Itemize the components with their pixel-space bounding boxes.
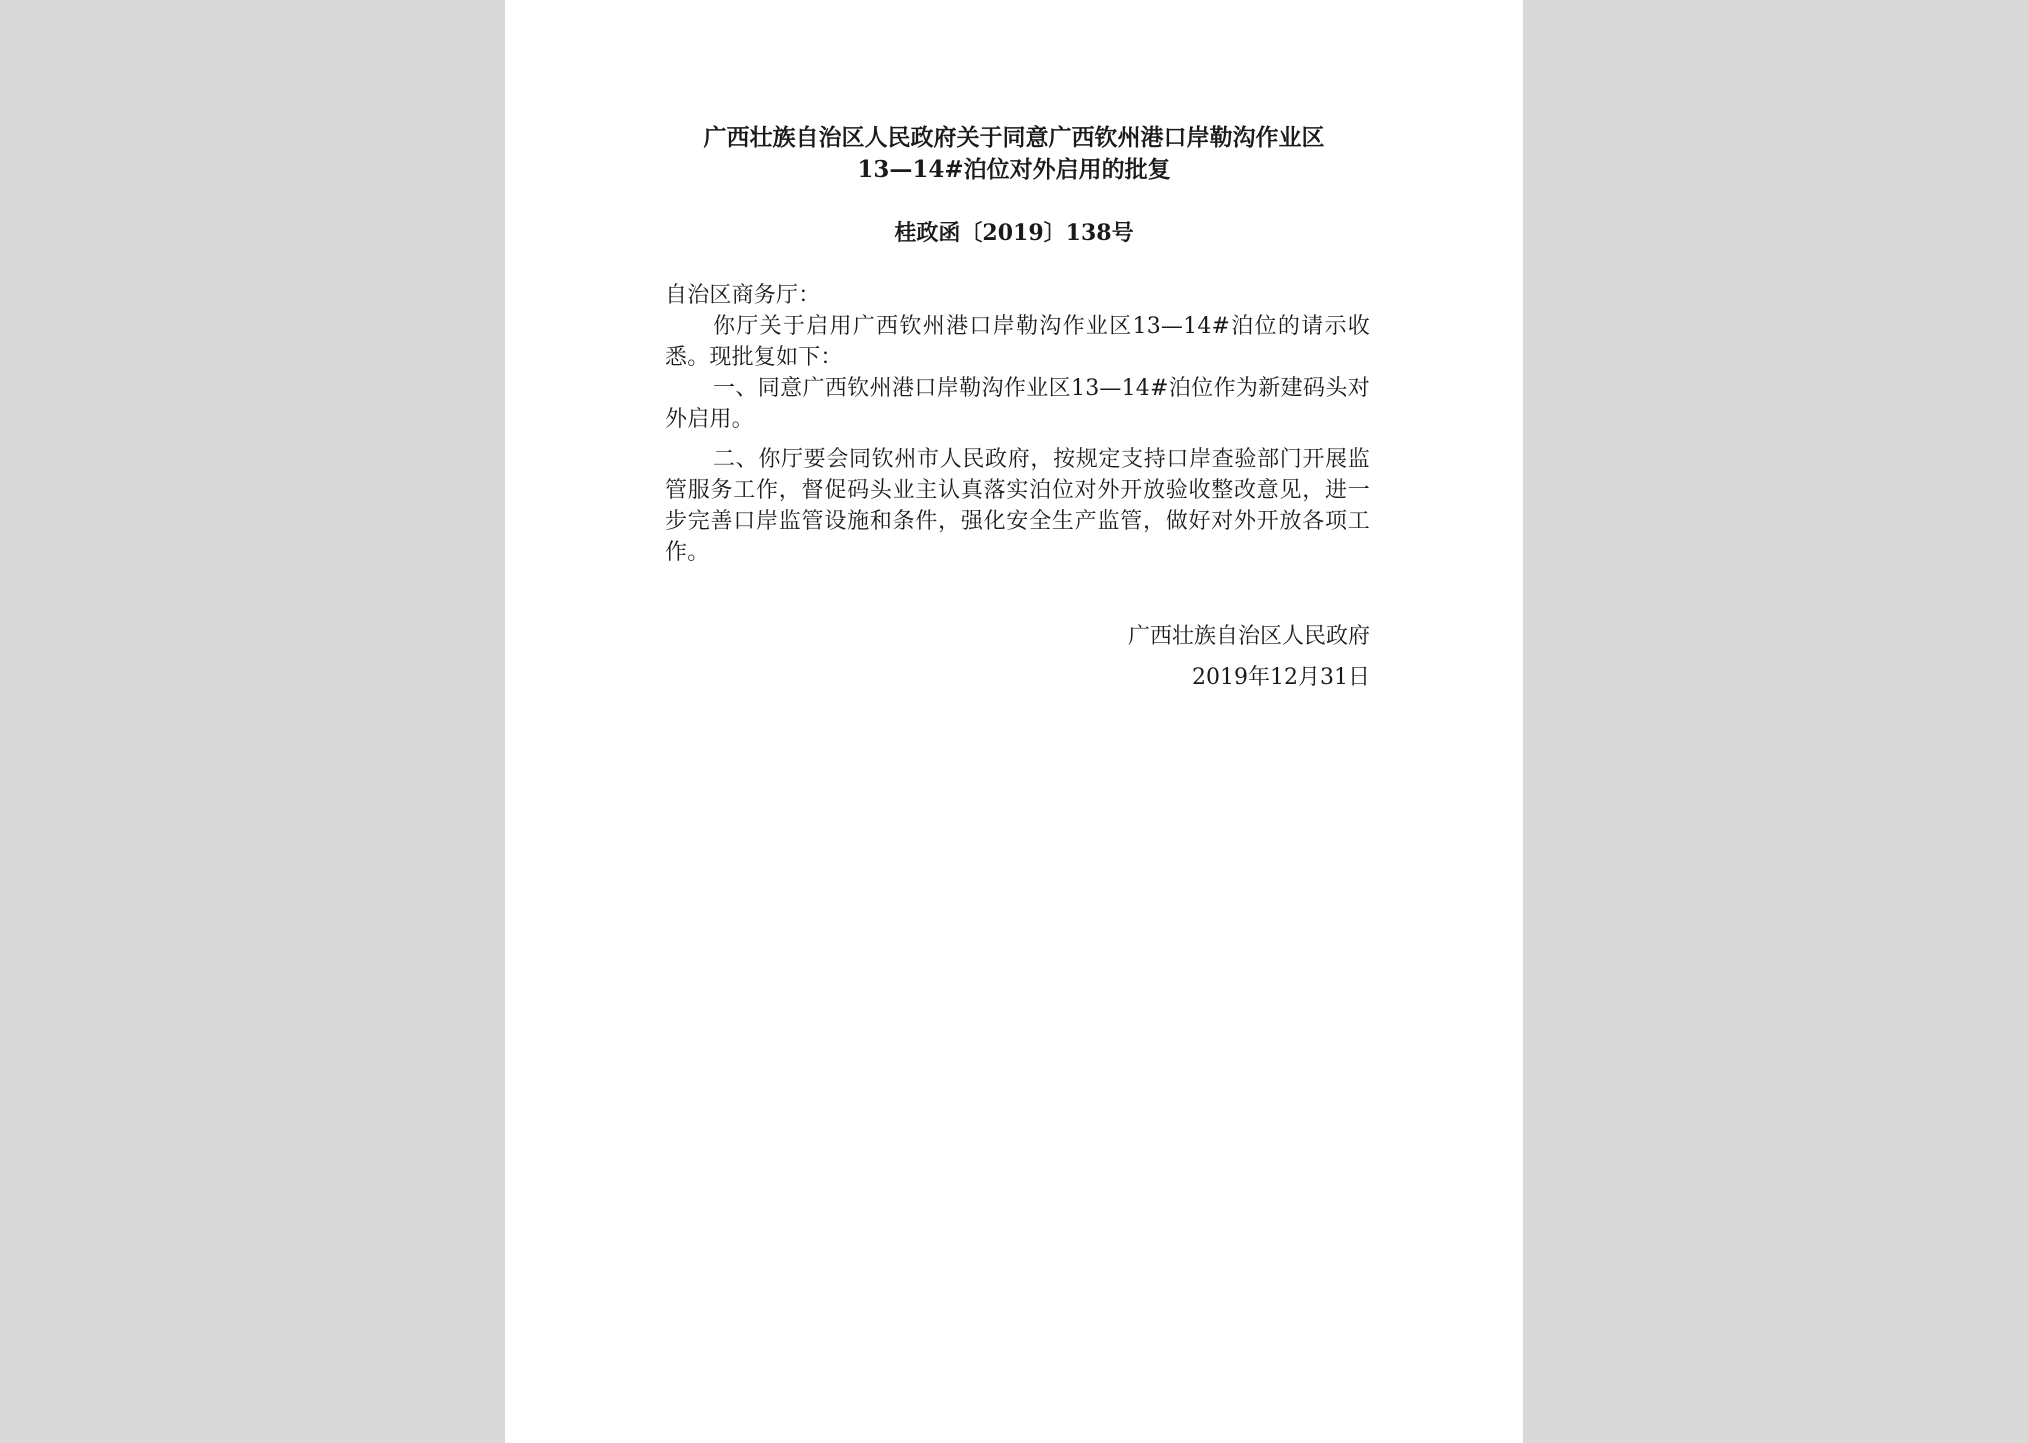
addressee: 自治区商务厅： [665, 283, 821, 308]
body-paragraph-2: 一、同意广西钦州港口岸勒沟作业区13—14#泊位作为新建码头对外启用。 [665, 376, 1370, 432]
signature-date: 2019年12月31日 [1192, 665, 1370, 690]
document-title-line-1: 广西壮族自治区人民政府关于同意广西钦州港口岸勒沟作业区 [703, 124, 1325, 151]
document-title-line-2: 13—14#泊位对外启用的批复 [857, 156, 1171, 183]
signature-organization: 广西壮族自治区人民政府 [1127, 624, 1370, 649]
body-paragraph-3: 二、你厅要会同钦州市人民政府，按规定支持口岸查验部门开展监管服务工作，督促码头业主认真落实泊位对外开放验收整改意见，进一步完善口岸监管设施和条件，强化安全生产监管，做好对外开放各项工作。 [665, 447, 1370, 565]
document-number: 桂政函〔2019〕138号 [894, 220, 1134, 246]
body-paragraph-1: 你厅关于启用广西钦州港口岸勒沟作业区13—14#泊位的请示收悉。现批复如下： [665, 314, 1370, 370]
document-page [505, 0, 1523, 1443]
